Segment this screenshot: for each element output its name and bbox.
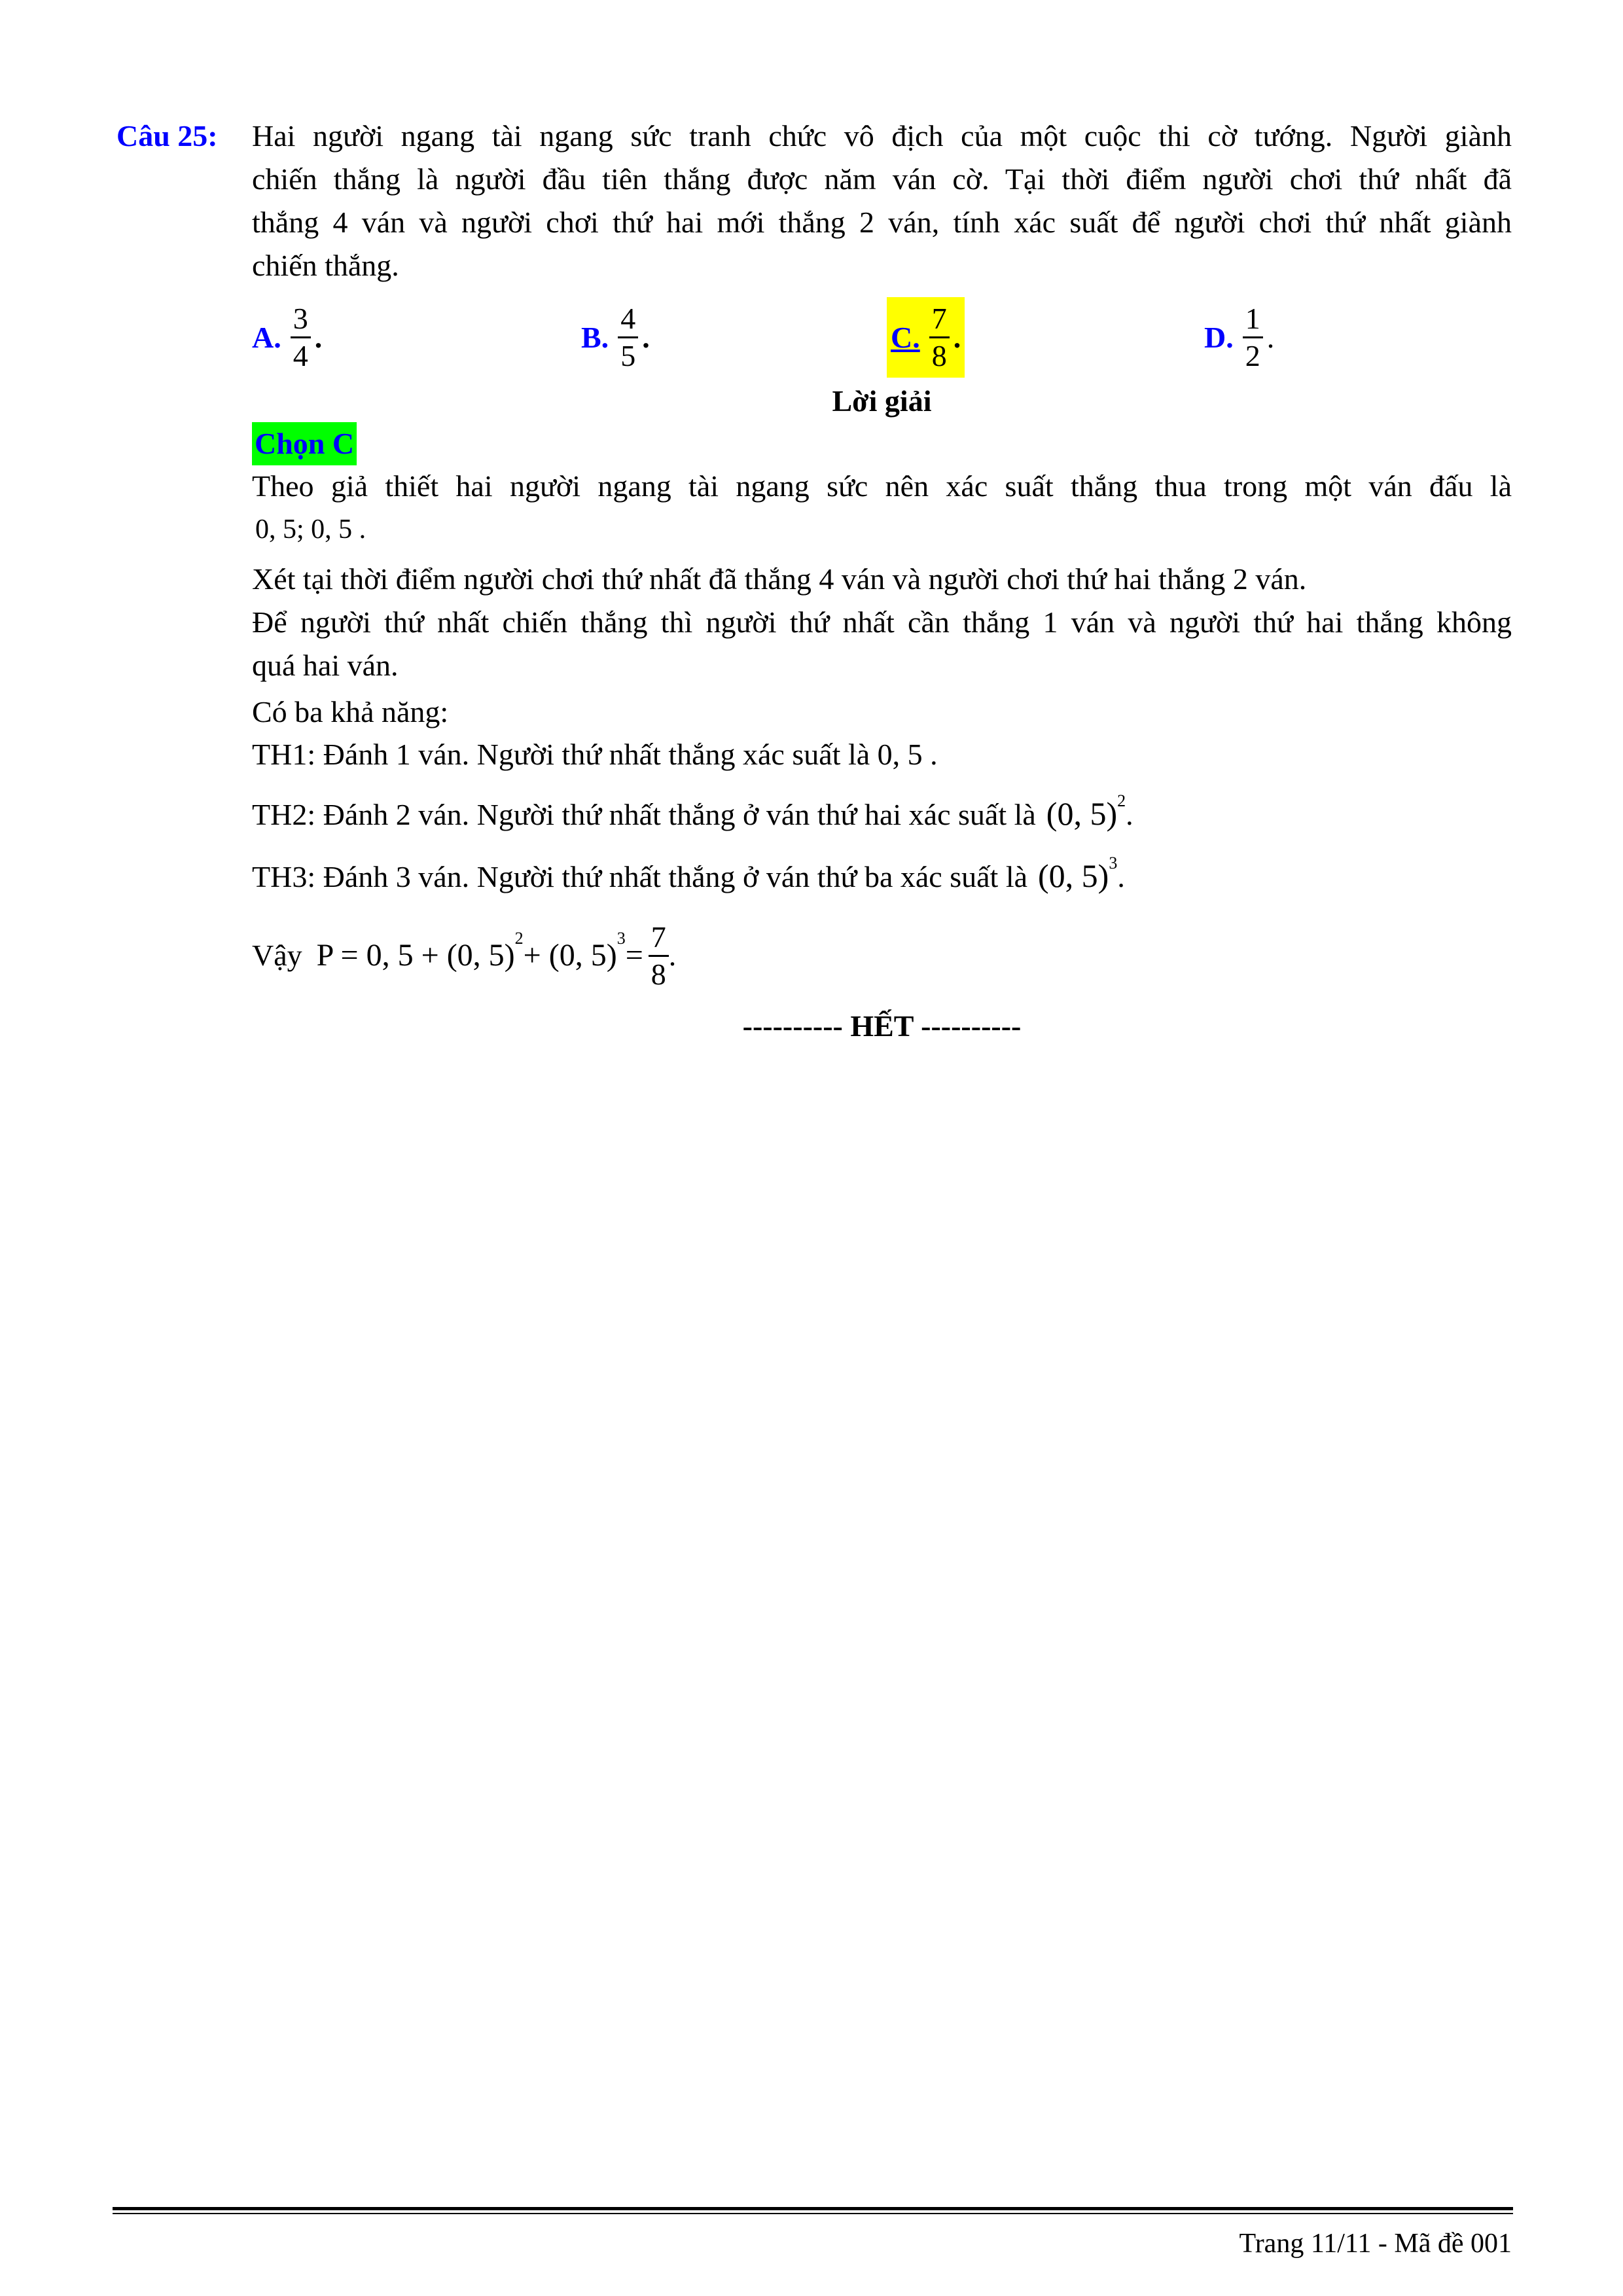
option-letter: A. [252,320,281,354]
final-answer: Vậy P = 0, 5 + (0, 5) 2 + (0, 5) 3 = $\frac{7}{8}$ . [252,913,676,998]
solution-paragraph: quá hai ván. [252,649,399,682]
fraction-denominator: 8 [651,957,666,991]
question-line: chiến thắng. [252,249,399,282]
solution-heading: Lời giải [832,384,932,418]
solution-paragraph: Để người thứ nhất chiến thắng thì người thứ nhất cần thắng 1 ván và người thứ hai thắng không [252,605,1512,639]
solution-paragraph: Theo giả thiết hai người ngang tài ngang sức nên xác suất thắng thua trong một ván đấu là [252,469,1512,503]
option-period: . [314,320,323,354]
fraction-bar [649,955,669,957]
option-period: . [642,320,650,354]
option-d [1204,295,1274,380]
case-text: TH3: Đánh 3 ván. Người thứ nhất thắng ở ván thứ ba xác suất là [252,860,1028,893]
fraction-bar [1243,336,1263,338]
case-math: (0, 5) [1046,795,1118,832]
final-exponent: 3 [616,929,626,948]
option-b [581,295,650,380]
end-marker: ---------- HẾT ---------- [742,1009,1022,1043]
final-expression-mid: + (0, 5) [523,938,617,973]
option-fraction [291,302,311,372]
option-period: . [1266,320,1275,354]
case-math: (0, 5) [1038,857,1109,894]
question-line: thắng 4 ván và người chơi thứ hai mới thắng 2 ván, tính xác suất để người chơi thứ nhất giành [252,206,1512,239]
question-text [252,115,1512,287]
footer-rule [113,2207,1513,2210]
fraction-denominator: 8 [931,338,947,372]
option-a [252,295,322,380]
question-line: chiến thắng là người đầu tiên thắng được năm ván cờ. Tại thời điểm người chơi thứ nhất đã [252,162,1512,196]
case-exponent: 2 [1117,791,1126,810]
option-c [887,295,965,380]
final-fraction [649,921,669,991]
option-letter: C. [891,320,920,354]
final-exponent: 2 [514,929,524,948]
option-fraction [1243,302,1263,372]
final-expression: P = 0, 5 + (0, 5) [316,938,515,973]
fraction-bar [618,336,638,338]
case-text: TH2: Đánh 2 ván. Người thứ nhất thắng ở ván thứ hai xác suất là [252,798,1036,831]
fraction-denominator: 5 [620,338,636,372]
question-label: Câu 25: [116,119,218,152]
option-period: . [953,320,961,354]
solution-paragraph: Xét tại thời điểm người chơi thứ nhất đã thắng 4 ván và người chơi thứ hai thắng 2 ván. [252,562,1307,596]
fraction-numerator: 7 [931,301,947,335]
chosen-answer: Chọn C [252,422,357,465]
fraction-numerator: 7 [651,920,666,954]
case-3: TH3: Đánh 3 ván. Người thứ nhất thắng ở ván thứ ba xác suất là (0, 5) 3 . [252,854,1125,903]
case-2: TH2: Đánh 2 ván. Người thứ nhất thắng ở ván thứ hai xác suất là (0, 5) 2 . [252,792,1133,841]
fraction-numerator: 4 [620,301,636,335]
option-letter: D. [1204,320,1234,354]
question-line: Hai người ngang tài ngang sức tranh chức vô địch của một cuộc thi cờ tướng. Người giành [252,119,1512,152]
option-fraction [618,302,638,372]
correct-answer-highlight [887,297,965,378]
fraction-bar [929,336,950,338]
case-1: TH1: Đánh 1 ván. Người thứ nhất thắng xác suất là 0, 5 . [252,738,938,771]
final-prefix: Vậy [252,939,302,972]
case-exponent: 3 [1109,853,1118,872]
fraction-denominator: 4 [293,338,308,372]
footer-rule [113,2213,1513,2214]
fraction-denominator: 2 [1245,338,1260,372]
option-fraction [929,302,950,372]
fraction-numerator: 3 [293,301,308,335]
fraction-numerator: 1 [1245,301,1260,335]
solution-math: 0, 5; 0, 5 . [255,514,366,545]
final-equals: = [625,938,643,973]
solution-paragraph: Có ba khả năng: [252,695,449,728]
option-letter: B. [581,320,609,354]
fraction-bar [291,336,311,338]
page-footer: Trang 11/11 - Mã đề 001 [1239,2229,1512,2259]
